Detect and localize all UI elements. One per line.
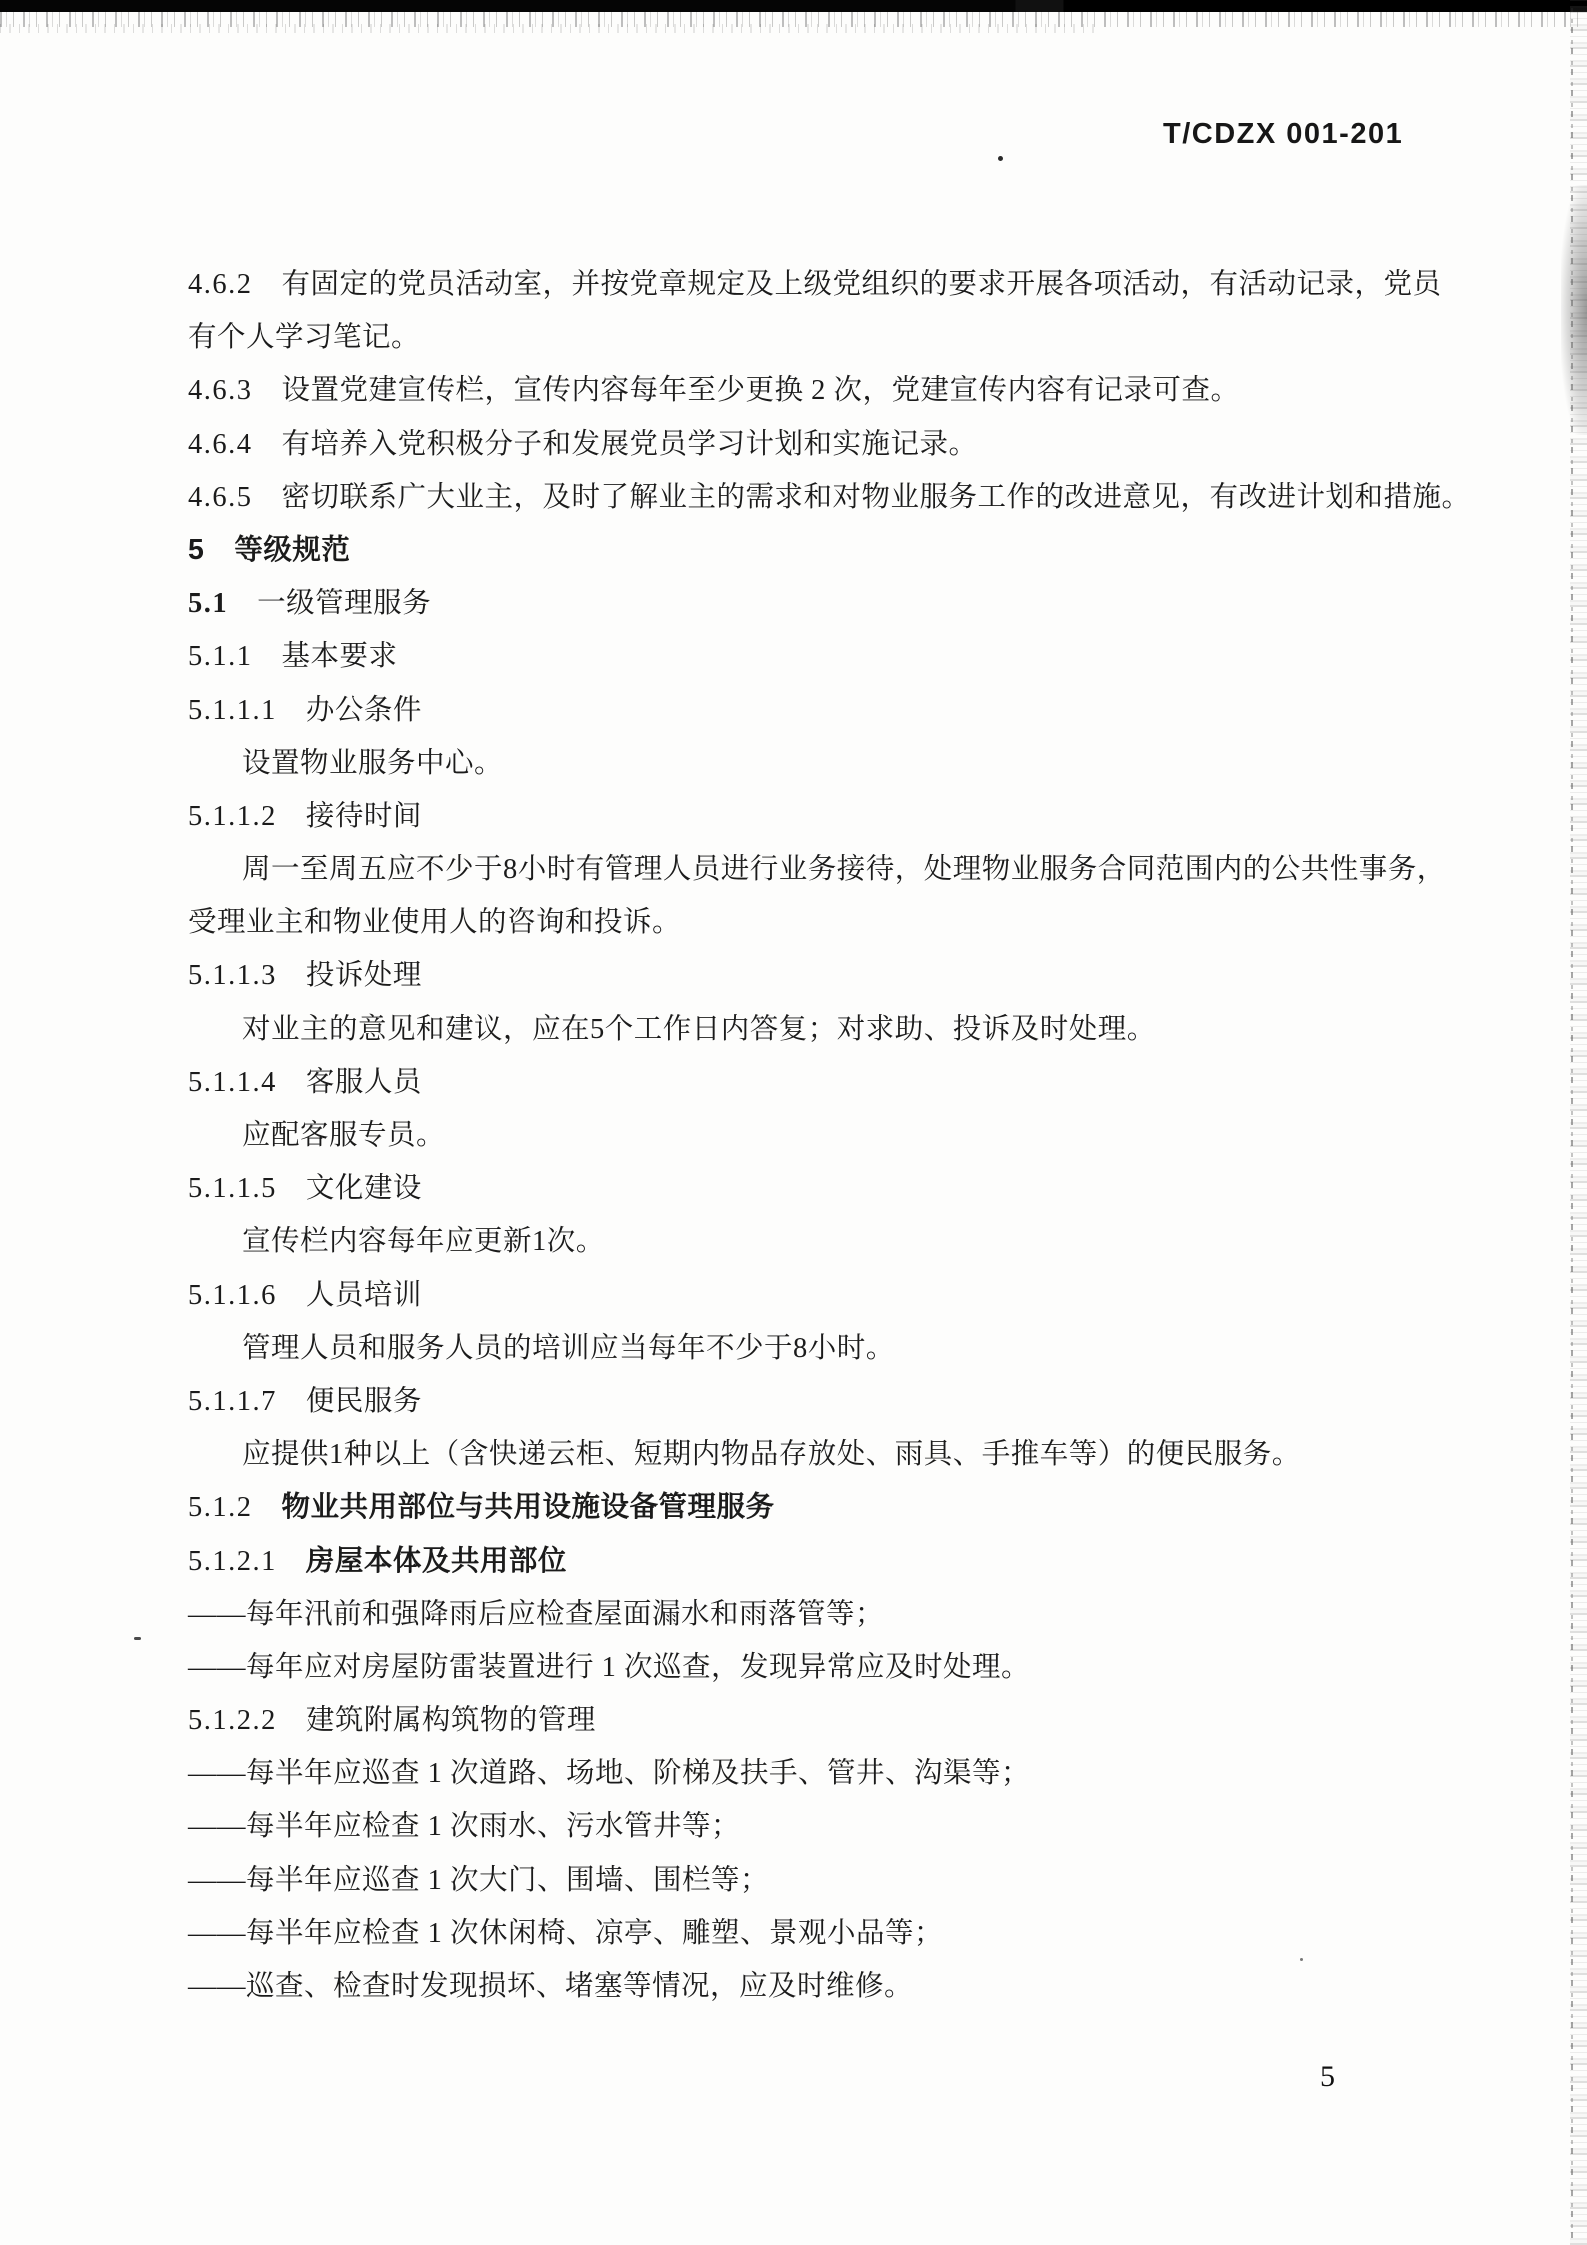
paragraph-text: ——巡查、检查时发现损坏、堵塞等情况，应及时维修。 [188, 1971, 914, 2002]
clause-title-text: 有固定的党员活动室，并按党章规定及上级党组织的要求开展各项活动，有活动记录，党员 [281, 269, 1442, 300]
document-body [188, 258, 1478, 2013]
clause-title-text: 办公条件 [305, 694, 422, 726]
paragraph-text: 管理人员和服务人员的培训应当每年不少于8小时。 [242, 1332, 895, 1364]
clause-line-5.1.1.2 [188, 790, 1478, 843]
clause-number: 5 [188, 533, 206, 566]
clause-line-5.1.2.1 [188, 1535, 1478, 1588]
standard-code-header: T/CDZX 001-201 [1163, 118, 1404, 150]
clause-line-5.1.2 [188, 1481, 1478, 1534]
clause-title-text: 等级规范 [234, 533, 351, 566]
clause-line-4.6.4 [188, 418, 1478, 471]
paragraph-text: 应提供1种以上（含快递云柜、短期内物品存放处、雨具、手推车等）的便民服务。 [242, 1439, 1301, 1471]
clause-number: 4.6.2 [188, 269, 253, 300]
paragraph-text: 受理业主和物业使用人的咨询和投诉。 [188, 907, 682, 939]
text-line [188, 1747, 1478, 1800]
text-line [188, 1641, 1478, 1694]
clause-title-text: 建筑附属构筑物的管理 [305, 1705, 596, 1737]
clause-number: 5.1.2.1 [188, 1545, 277, 1577]
clause-line-4.6.2 [188, 258, 1478, 311]
clause-number: 5.1.1.6 [188, 1279, 277, 1311]
clause-title-text: 基本要求 [281, 641, 398, 673]
clause-line-5 [188, 524, 1478, 577]
clause-line-5.1.1.6 [188, 1269, 1478, 1322]
paragraph-text: 有个人学习笔记。 [188, 322, 421, 354]
clause-line-5.1.1.4 [188, 1056, 1478, 1109]
clause-title-text: 一级管理服务 [257, 588, 432, 620]
clause-number: 5.1.1.4 [188, 1066, 277, 1098]
text-line [188, 311, 1478, 364]
paragraph-text: 周一至周五应不少于8小时有管理人员进行业务接待，处理物业服务合同范围内的公共性事务， [242, 854, 1446, 886]
clause-number: 5.1.1.3 [188, 960, 277, 992]
clause-number: 5.1.1.7 [188, 1385, 277, 1417]
paragraph-text: 对业主的意见和建议，应在5个工作日内答复；对求助、投诉及时处理。 [242, 1013, 1156, 1045]
scan-speck [998, 156, 1003, 161]
clause-title-text: 投诉处理 [305, 960, 422, 992]
clause-number: 4.6.4 [188, 428, 253, 460]
text-line [188, 1800, 1478, 1853]
scan-artifact-right-blob [1561, 185, 1587, 435]
clause-line-5.1.1.5 [188, 1162, 1478, 1215]
clause-number: 5.1.2.2 [188, 1705, 277, 1737]
clause-line-4.6.3 [188, 364, 1478, 417]
text-line [188, 1215, 1478, 1268]
clause-title-text: 客服人员 [305, 1066, 422, 1098]
clause-line-5.1.1.1 [188, 684, 1478, 737]
text-line [188, 1588, 1478, 1641]
text-line [188, 1003, 1478, 1056]
clause-title-text: 设置党建宣传栏，宣传内容每年至少更换 2 次，党建宣传内容有记录可查。 [281, 375, 1240, 407]
clause-line-5.1.1.7 [188, 1375, 1478, 1428]
paragraph-text: ——每年应对房屋防雷装置进行 1 次巡查，发现异常应及时处理。 [188, 1651, 1031, 1683]
paragraph-text: ——每年汛前和强降雨后应检查屋面漏水和雨落管等； [188, 1598, 885, 1630]
text-line [188, 843, 1478, 896]
text-line [188, 1322, 1478, 1375]
text-line [188, 737, 1478, 790]
clause-title-text: 物业共用部位与共用设施设备管理服务 [281, 1491, 775, 1524]
text-line [188, 1428, 1478, 1481]
paragraph-text: 设置物业服务中心。 [242, 747, 504, 779]
clause-number: 5.1.1 [188, 641, 253, 673]
text-line [188, 896, 1478, 949]
clause-line-5.1.1 [188, 630, 1478, 683]
clause-title-text: 有培养入党积极分子和发展党员学习计划和实施记录。 [281, 428, 978, 460]
clause-title-text: 密切联系广大业主，及时了解业主的需求和对物业服务工作的改进意见，有改进计划和措施。 [281, 481, 1471, 513]
clause-number: 5.1.1.2 [188, 800, 277, 832]
clause-title-text: 接待时间 [305, 800, 422, 832]
clause-number: 5.1.1.5 [188, 1173, 277, 1205]
text-line [188, 1907, 1478, 1960]
paragraph-text: ——每半年应巡查 1 次道路、场地、阶梯及扶手、管井、沟渠等； [188, 1758, 1031, 1790]
clause-number: 5.1.2 [188, 1492, 253, 1524]
clause-number: 5.1 [188, 588, 229, 620]
clause-number: 4.6.5 [188, 481, 253, 513]
clause-number: 4.6.3 [188, 375, 253, 407]
text-line [188, 1960, 1478, 2013]
paragraph-text: 宣传栏内容每年应更新1次。 [242, 1226, 605, 1258]
page-number: 5 [1320, 2060, 1335, 2093]
clause-title-text: 文化建设 [305, 1173, 422, 1205]
paragraph-text: ——每半年应检查 1 次休闲椅、凉亭、雕塑、景观小品等； [188, 1917, 944, 1949]
clause-line-5.1.1.3 [188, 949, 1478, 1002]
clause-line-5.1.2.2 [188, 1694, 1478, 1747]
text-line [188, 1854, 1478, 1907]
clause-number: 5.1.1.1 [188, 694, 277, 726]
scan-speck [134, 1637, 141, 1640]
clause-title-text: 房屋本体及共用部位 [305, 1544, 567, 1577]
clause-title-text: 人员培训 [305, 1279, 422, 1311]
clause-title-text: 便民服务 [305, 1385, 422, 1417]
paragraph-text: ——每半年应巡查 1 次大门、围墙、围栏等； [188, 1864, 770, 1896]
clause-line-4.6.5 [188, 471, 1478, 524]
text-line [188, 1109, 1478, 1162]
paragraph-text: 应配客服专员。 [242, 1120, 446, 1151]
scan-artifact-top-noise-2 [0, 24, 1100, 33]
clause-line-5.1 [188, 577, 1478, 630]
paragraph-text: ——每半年应检查 1 次雨水、污水管井等； [188, 1811, 741, 1843]
